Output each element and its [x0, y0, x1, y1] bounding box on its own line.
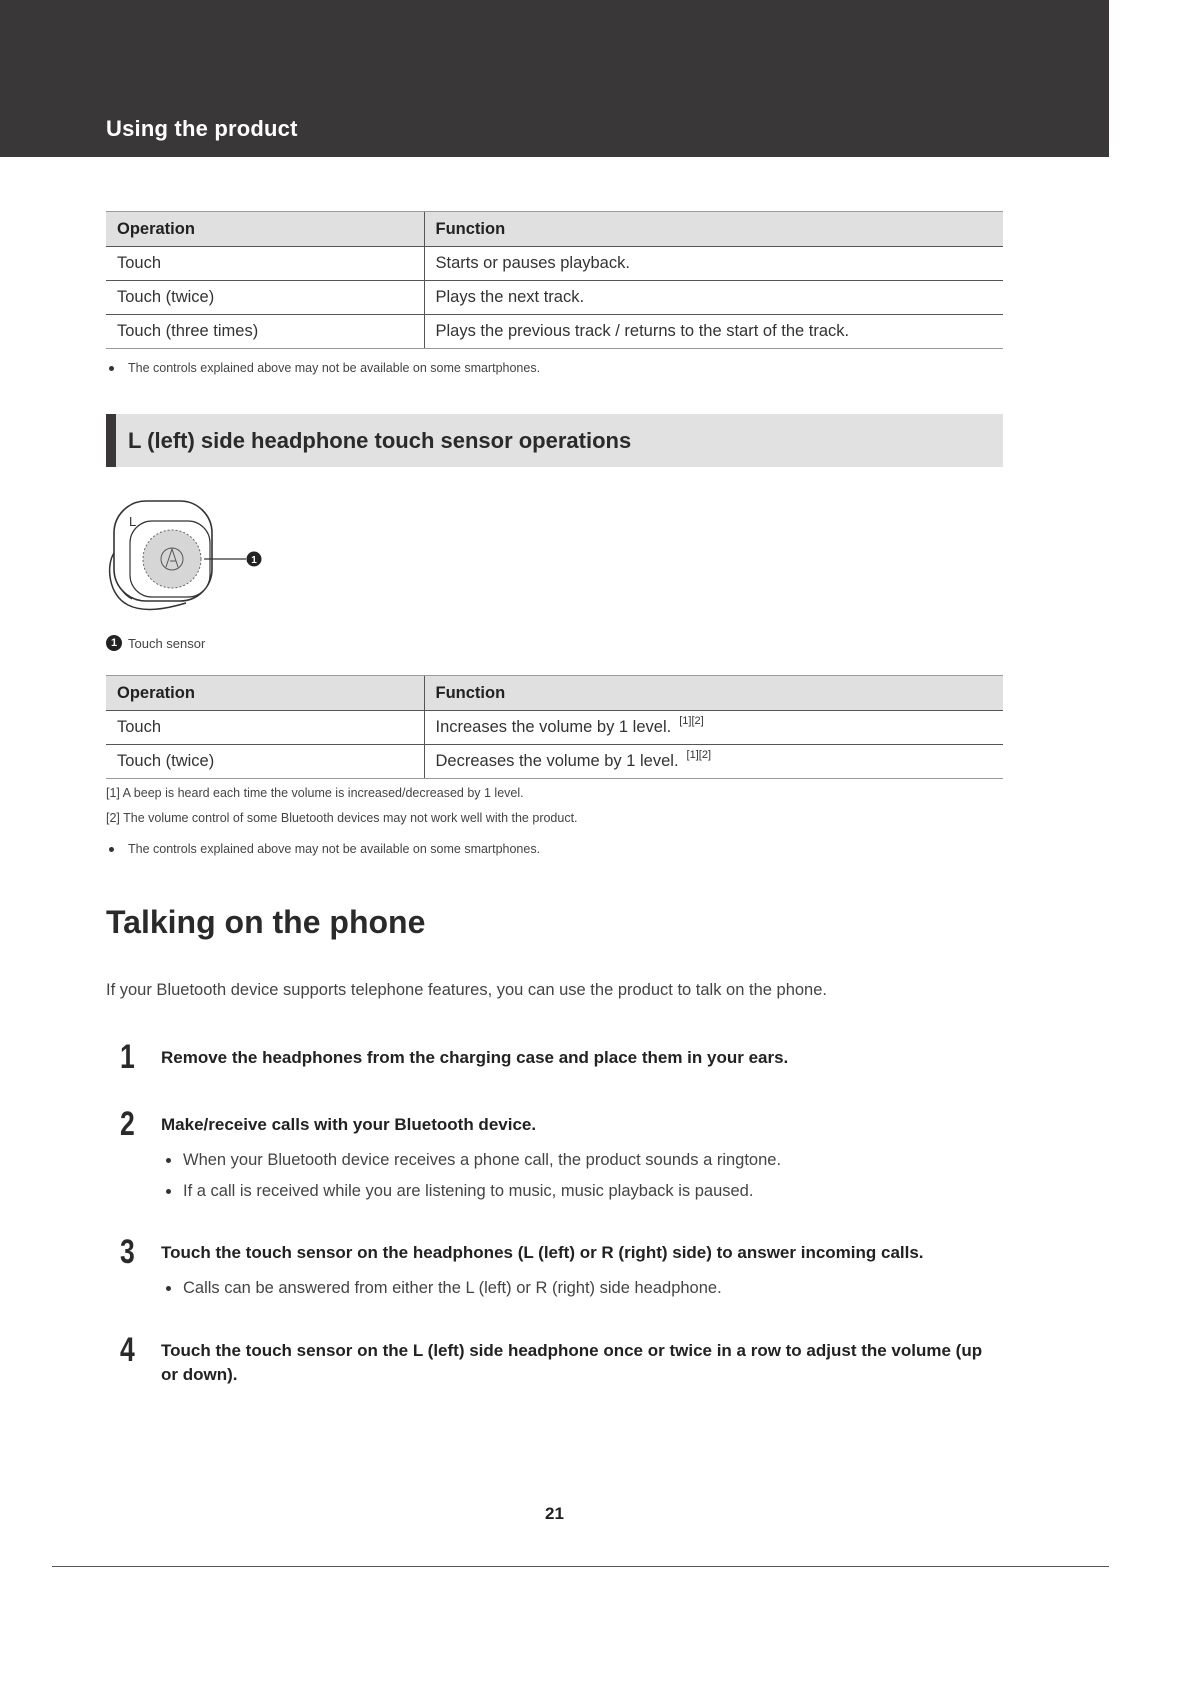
list-item — [161, 1151, 781, 1170]
callout-number: 1 — [251, 555, 257, 566]
function-cell: Plays the previous track / returns to the start of the track. — [424, 315, 1003, 349]
step-bullets — [161, 1151, 781, 1213]
playback-operations-table — [106, 211, 1003, 349]
operation-cell: Touch (twice) — [106, 745, 424, 779]
page-number: 21 — [545, 1504, 564, 1523]
table-header-row — [106, 212, 1003, 247]
bullet-text: Calls can be answered from either the L (left) or R (right) side headphone. — [183, 1279, 722, 1297]
legend-text: Touch sensor — [128, 635, 206, 651]
table-header-row — [106, 676, 1003, 711]
function-cell: Starts or pauses playback. — [424, 247, 1003, 281]
table-row — [106, 745, 1003, 779]
bullet-icon — [166, 1286, 171, 1291]
bullet-text: If a call is received while you are listening to music, music playback is paused. — [183, 1182, 754, 1200]
section-title: L (left) side headphone touch sensor operations — [128, 428, 632, 453]
step-number: 4 — [120, 1331, 135, 1369]
callout-number: 1 — [106, 635, 122, 651]
operation-cell: Touch — [106, 711, 424, 745]
function-text: Increases the volume by 1 level. — [435, 718, 672, 736]
note-text: The controls explained above may not be available on some smartphones. — [128, 842, 541, 856]
intro-text: If your Bluetooth device supports telephone features, you can use the product to talk on the phone. — [106, 981, 827, 999]
section-accent — [106, 414, 116, 467]
step-title: Make/receive calls with your Bluetooth device. — [161, 1115, 537, 1134]
operation-cell: Touch (twice) — [106, 281, 424, 315]
bullet-icon — [166, 1189, 171, 1194]
step-number: 1 — [120, 1038, 135, 1076]
column-header-function: Function — [424, 676, 1003, 711]
step-title: Touch the touch sensor on the headphones (L (left) or R (right) side) to answer incoming calls. — [161, 1243, 924, 1262]
column-header-operation: Operation — [106, 676, 424, 711]
bottom-divider — [52, 1566, 1109, 1567]
headphone-figure — [100, 495, 270, 620]
page-title: Talking on the phone — [106, 904, 426, 940]
header-title: Using the product — [106, 116, 298, 141]
function-cell — [424, 711, 1003, 745]
bullet-icon — [109, 847, 114, 852]
header-band — [0, 0, 1109, 157]
function-text: Decreases the volume by 1 level. — [435, 752, 679, 770]
note — [106, 842, 540, 856]
footnote-ref: [1][2] — [686, 749, 712, 761]
footnote-ref: [1][2] — [679, 715, 704, 727]
left-headphone-icon — [100, 495, 270, 615]
function-cell — [424, 745, 1003, 779]
note-text: The controls explained above may not be available on some smartphones. — [128, 361, 541, 375]
bullet-text: When your Bluetooth device receives a phone call, the product sounds a ringtone. — [183, 1151, 782, 1169]
figure-legend — [106, 635, 205, 651]
step-number: 3 — [120, 1233, 135, 1271]
volume-operations-table — [106, 675, 1003, 779]
step-title: Remove the headphones from the charging case and place them in your ears. — [161, 1048, 789, 1067]
footnote: [2] The volume control of some Bluetooth devices may not work well with the product. — [106, 811, 578, 825]
column-header-function: Function — [424, 212, 1003, 247]
list-item — [161, 1279, 722, 1298]
list-item — [161, 1182, 781, 1201]
step-title: Touch the touch sensor on the L (left) side headphone once or twice in a row to adjust the volume (up or down). — [161, 1341, 983, 1384]
column-header-operation: Operation — [106, 212, 424, 247]
table-row — [106, 281, 1003, 315]
note — [106, 361, 540, 375]
step-number: 2 — [120, 1105, 135, 1143]
footnote: [1] A beep is heard each time the volume is increased/decreased by 1 level. — [106, 786, 524, 800]
section-heading — [106, 414, 1003, 467]
bullet-icon — [166, 1158, 171, 1163]
step-bullets — [161, 1279, 722, 1310]
table-row — [106, 315, 1003, 349]
operation-cell: Touch — [106, 247, 424, 281]
function-cell: Plays the next track. — [424, 281, 1003, 315]
bullet-icon — [109, 366, 114, 371]
table-row — [106, 711, 1003, 745]
table-row — [106, 247, 1003, 281]
operation-cell: Touch (three times) — [106, 315, 424, 349]
side-label: L — [129, 514, 137, 529]
